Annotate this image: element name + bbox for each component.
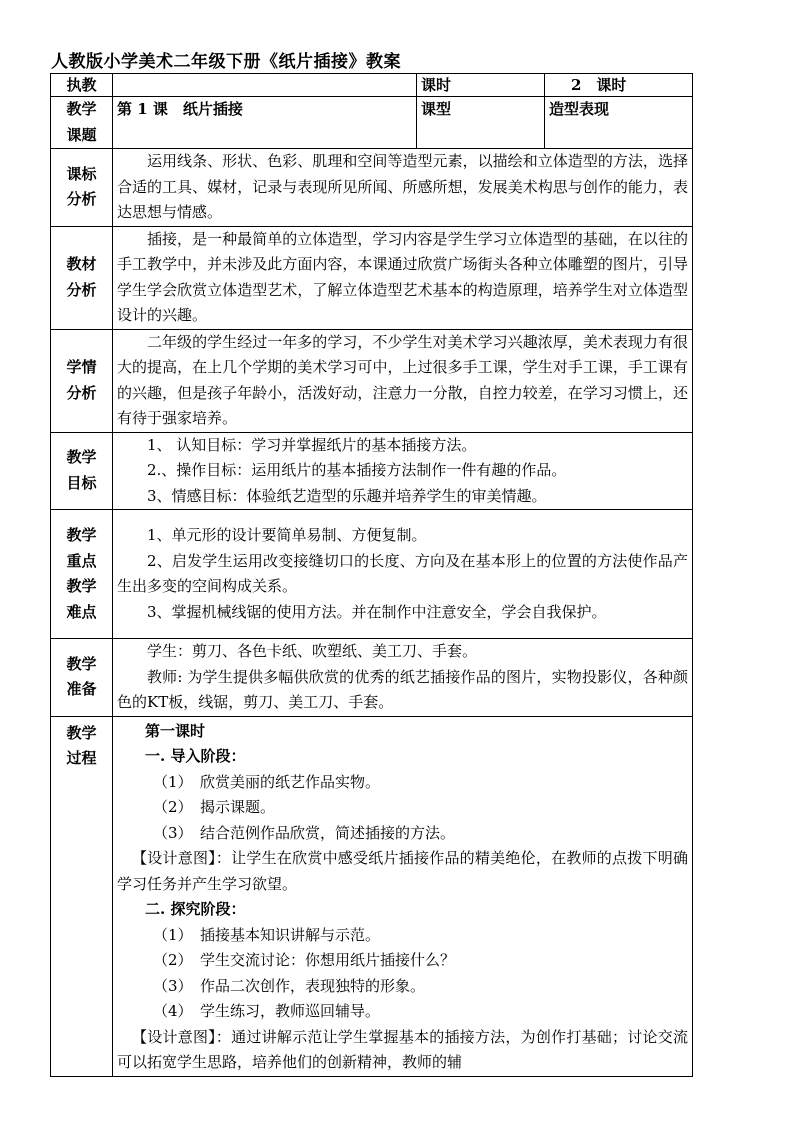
goal-item: 1、 认知目标：学习并掌握纸片的基本插接方法。 bbox=[147, 435, 477, 454]
focus-item: 2、启发学生运用改变接缝切口的长度、方向及在基本形上的位置的方法使作品产生出多变的空间构成关系。 bbox=[117, 551, 688, 595]
goal-item: 2.、操作目标：运用纸片的基本插接方法制作一件有趣的作品。 bbox=[147, 461, 567, 479]
goals-row bbox=[51, 432, 693, 510]
teacher-label: 执教 bbox=[51, 74, 113, 97]
students-label: 学情 分析 bbox=[51, 329, 113, 432]
material-label: 教材 分析 bbox=[51, 226, 113, 329]
lesson-type-value: 造型表现 bbox=[545, 97, 693, 149]
material-text: 插接，是一种最简单的立体造型，学习内容是学生学习立体造型的基础，在以往的手工教学中，并未涉及此方面内容，本课通过欣赏广场街头各种立体雕塑的图片，引导学生学会欣赏立体造型艺术，了解立体造型艺术基本的构造原理，培养学生对立体造型设计的兴趣。 bbox=[117, 229, 688, 324]
lesson-type-label: 课型 bbox=[417, 97, 545, 149]
hours-value: 2 课时 bbox=[545, 74, 693, 97]
material-cell bbox=[113, 226, 693, 329]
first-lesson-heading: 第一课时 bbox=[145, 721, 206, 740]
goal-item: 3、情感目标：体验纸艺造型的乐趣并培养学生的审美情趣。 bbox=[147, 486, 547, 505]
stage2-item: （4） 学生练习，教师巡回辅导。 bbox=[153, 1002, 381, 1020]
prep-cell bbox=[113, 639, 693, 717]
focus-label: 教学 重点 教学 难点 bbox=[51, 510, 113, 639]
document-title: 人教版小学美术二年级下册《纸片插接》教案 bbox=[51, 52, 401, 72]
goals-label: 教学 目标 bbox=[51, 432, 113, 510]
stage2-note: 【设计意图】：通过讲解示范让学生掌握基本的插接方法，为创作打基础；讨论交流可以拓宽学生思路，培养他们的创新精神，教师的辅 bbox=[117, 1027, 688, 1071]
hours-label: 课时 bbox=[417, 74, 545, 97]
process-row bbox=[51, 716, 693, 1076]
standards-cell bbox=[113, 149, 693, 227]
lesson-row bbox=[51, 97, 693, 149]
students-text: 二年级的学生经过一年多的学习，不少学生对美术学习兴趣浓厚，美术表现力有很大的提高，在上几个学期的美术学习可中，上过很多手工课，学生对手工课，手工课有的兴趣，但是孩子年龄小，活泼好动，注意力一分散，自控力较差，在学习习惯上，还有待于强家培养。 bbox=[117, 332, 688, 427]
header-row bbox=[51, 74, 693, 97]
prep-students: 学生：剪刀、各色卡纸、吹塑纸、美工刀、手套。 bbox=[147, 642, 478, 660]
standards-label: 课标 分析 bbox=[51, 149, 113, 227]
lesson-label: 教学 课题 bbox=[51, 97, 113, 149]
prep-label: 教学 准备 bbox=[51, 639, 113, 717]
focus-row bbox=[51, 510, 693, 639]
stage2-item: （2） 学生交流讨论：你想用纸片插接什么？ bbox=[153, 951, 456, 969]
stage2-heading: 二. 探究阶段： bbox=[145, 900, 246, 918]
stage1-item: （1） 欣赏美丽的纸艺作品实物。 bbox=[153, 772, 381, 791]
stage1-heading: 一. 导入阶段： bbox=[145, 747, 246, 765]
focus-item: 1、单元形的设计要简单易制、方便复制。 bbox=[147, 526, 427, 544]
process-cell bbox=[113, 716, 693, 1076]
focus-cell bbox=[113, 510, 693, 639]
stage1-item: （2） 揭示课题。 bbox=[153, 798, 276, 816]
process-label: 教学 过程 bbox=[51, 716, 113, 1076]
stage2-item: （1） 插接基本知识讲解与示范。 bbox=[153, 925, 381, 944]
lesson-title: 第 1 课 纸片插接 bbox=[113, 97, 417, 149]
focus-item: 3、掌握机械线锯的使用方法。并在制作中注意安全，学会自我保护。 bbox=[147, 602, 607, 621]
lesson-plan-table bbox=[50, 73, 693, 1077]
stage1-note: 【设计意图】：让学生在欣赏中感受纸片插接作品的精美绝伦，在教师的点拨下明确学习任务并产生学习欲望。 bbox=[117, 849, 688, 893]
students-cell bbox=[113, 329, 693, 432]
stage2-item: （3） 作品二次创作，表现独特的形象。 bbox=[153, 976, 426, 995]
standards-text: 运用线条、形状、色彩、肌理和空间等造型元素，以描绘和立体造型的方法，选择合适的工具、媒材，记录与表现所见所闻、所感所想，发展美术构思与创作的能力，表达思想与情感。 bbox=[117, 152, 688, 221]
material-row bbox=[51, 226, 693, 329]
teacher-value bbox=[113, 74, 417, 97]
prep-row bbox=[51, 639, 693, 717]
stage1-item: （3） 结合范例作品欣赏，简述插接的方法。 bbox=[153, 823, 456, 842]
standards-row bbox=[51, 149, 693, 227]
goals-cell bbox=[113, 432, 693, 510]
students-row bbox=[51, 329, 693, 432]
prep-teacher: 教师: 为学生提供多幅供欣赏的优秀的纸艺插接作品的图片，实物投影仪，各种颜色的KT板，线锯，剪刀、美工刀、手套。 bbox=[117, 667, 688, 711]
